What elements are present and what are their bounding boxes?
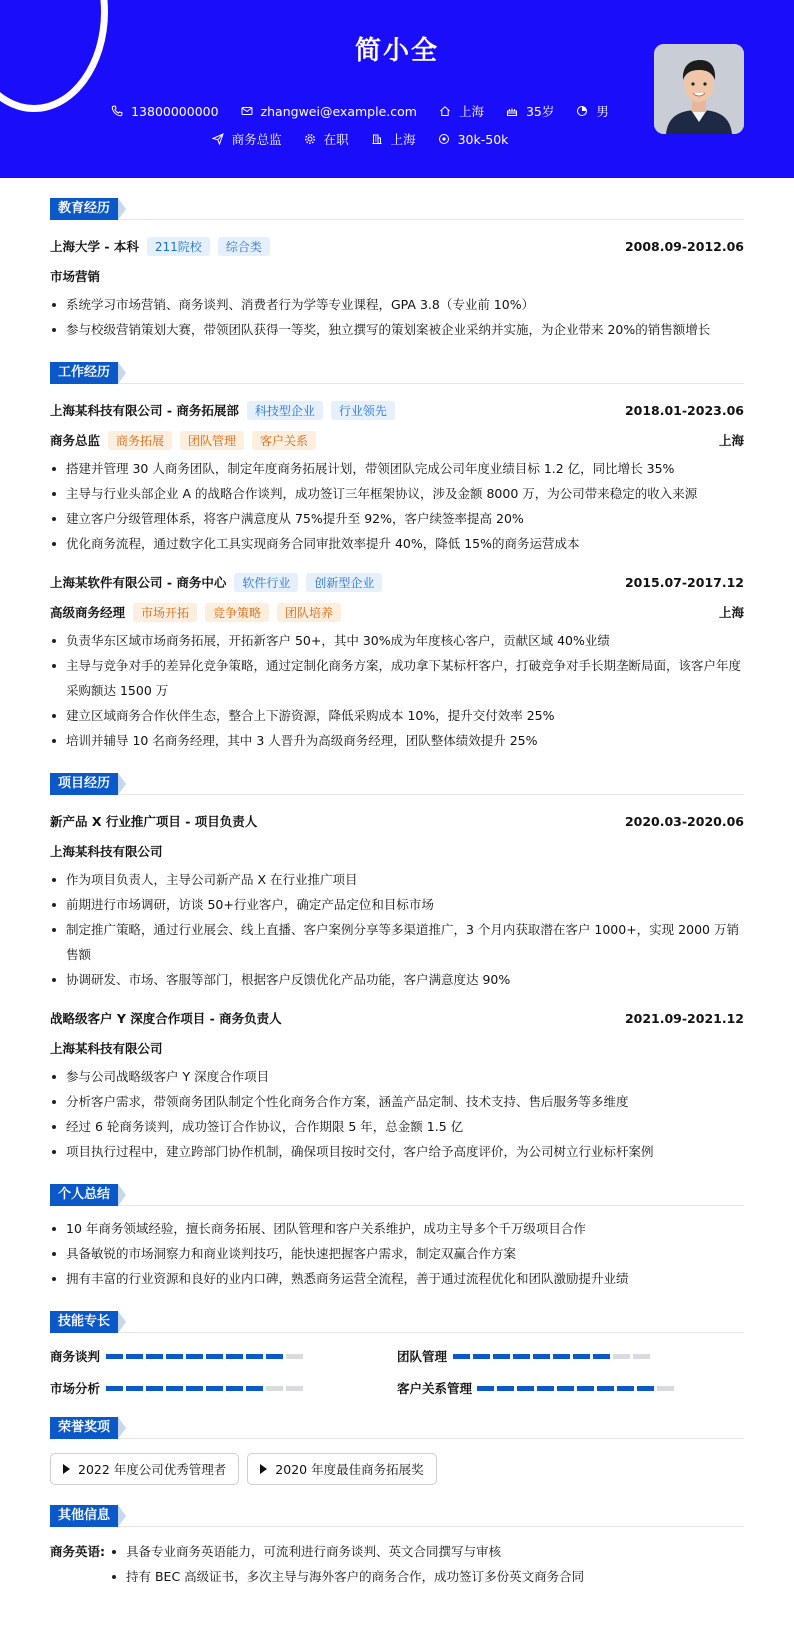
list-item: 建立客户分级管理体系，将客户满意度从 75%提升至 92%，客户续签率提高 20%	[50, 506, 744, 531]
section-title: 个人总结	[50, 1184, 118, 1206]
skill-level-segment-filled	[537, 1386, 554, 1391]
skill-tag: 客户关系	[252, 431, 316, 450]
company-tag: 科技型企业	[247, 401, 323, 420]
other-bullets	[110, 1539, 584, 1589]
skill-level-segment-filled	[246, 1386, 263, 1391]
skill-level-segment-filled	[146, 1354, 163, 1359]
skill-level-segment-filled	[593, 1354, 610, 1359]
skill-item	[50, 1379, 397, 1397]
skill-level-segment-filled	[206, 1386, 223, 1391]
section-header	[50, 1417, 744, 1439]
send-icon	[212, 133, 224, 145]
project-entry	[50, 811, 744, 992]
skill-name: 市场分析	[50, 1381, 101, 1396]
list-item: 参与校级营销策划大赛，带领团队获得一等奖，独立撰写的策划案被企业采纳并实施，为企业带来 20%的销售额增长	[50, 317, 744, 342]
gender-text: 男	[596, 104, 609, 119]
other-info	[50, 1539, 744, 1589]
skill-level-segment-filled	[186, 1386, 203, 1391]
email-text: zhangwei@example.com	[260, 103, 417, 119]
profile-photo	[654, 44, 744, 134]
salary-info	[438, 130, 509, 148]
target-city-text: 上海	[390, 132, 416, 147]
phone-info	[111, 102, 218, 120]
skill-level-segment-filled	[166, 1386, 183, 1391]
work-bullets	[50, 628, 744, 753]
skill-level-bar	[106, 1354, 303, 1359]
list-item: 优化商务流程，通过数字化工具实现商务合同审批效率提升 40%，降低 15%的商务运营成本	[50, 531, 744, 556]
project-company: 上海某科技有限公司	[50, 1041, 163, 1056]
skill-level-segment-filled	[206, 1354, 223, 1359]
section-title: 其他信息	[50, 1505, 118, 1527]
work-location: 上海	[718, 433, 744, 448]
salary-text: 30k-50k	[457, 131, 509, 147]
skill-level-segment-filled	[106, 1386, 123, 1391]
list-item: 10 年商务领域经验，擅长商务拓展、团队管理和客户关系维护，成功主导多个千万级项目合作	[50, 1216, 744, 1241]
skill-level-segment-filled	[497, 1386, 514, 1391]
section-header	[50, 1184, 744, 1206]
project-company: 上海某科技有限公司	[50, 844, 163, 859]
skill-level-segment-empty	[286, 1354, 303, 1359]
company-tag: 创新型企业	[306, 573, 382, 592]
work-date: 2018.01-2023.06	[624, 402, 744, 418]
skill-level-segment-filled	[106, 1354, 123, 1359]
city-info	[439, 102, 484, 120]
major-name: 市场营销	[50, 269, 101, 284]
work-entry	[50, 400, 744, 556]
list-item: 搭建并管理 30 人商务团队，制定年度商务拓展计划，带领团队完成公司年度业绩目标 1.2 亿，同比增长 35%	[50, 456, 744, 481]
position-info	[212, 130, 282, 148]
skill-level-segment-filled	[453, 1354, 470, 1359]
job-role: 高级商务经理	[50, 605, 126, 620]
section-title: 工作经历	[50, 362, 118, 384]
school-tag: 211院校	[147, 237, 210, 256]
list-item: 持有 BEC 高级证书，多次主导与海外客户的商务合作，成功签订多份英文商务合同	[110, 1564, 584, 1589]
skill-level-segment-filled	[146, 1386, 163, 1391]
skills-section	[50, 1311, 744, 1397]
award-text: 2022 年度公司优秀管理者	[78, 1462, 227, 1477]
skill-level-segment-filled	[126, 1354, 143, 1359]
education-bullets	[50, 292, 744, 342]
list-item: 项目执行过程中，建立跨部门协作机制，确保项目按时交付，客户给予高度评价，为公司树立行业标杆案例	[50, 1139, 744, 1164]
gender-info	[576, 102, 609, 120]
skill-tag: 竞争策略	[205, 603, 269, 622]
coin-icon	[438, 133, 450, 145]
award-item	[247, 1453, 436, 1485]
target-city-info	[371, 130, 416, 148]
skill-name: 团队管理	[397, 1349, 448, 1364]
project-date: 2021.09-2021.12	[624, 1010, 744, 1026]
list-item: 具备敏锐的市场洞察力和商业谈判技巧，能快速把握客户需求，制定双赢合作方案	[50, 1241, 744, 1266]
work-bullets	[50, 456, 744, 556]
skill-item	[397, 1379, 744, 1397]
education-section	[50, 198, 744, 342]
skill-level-bar	[453, 1354, 650, 1359]
other-section	[50, 1505, 744, 1589]
list-item: 负责华东区域市场商务拓展，开拓新客户 50+，其中 30%成为年度核心客户，贡献区域 40%业绩	[50, 628, 744, 653]
candidate-name: 简小全	[354, 36, 439, 66]
company-name: 上海某科技有限公司 - 商务拓展部	[50, 403, 239, 418]
skill-level-segment-empty	[633, 1354, 650, 1359]
cake-icon	[506, 105, 518, 117]
avatar-illustration	[654, 44, 744, 134]
skill-tag: 市场开拓	[133, 603, 197, 622]
skill-item	[50, 1347, 397, 1365]
building-icon	[371, 133, 383, 145]
list-item: 拥有丰富的行业资源和良好的业内口碑，熟悉商务运营全流程，善于通过流程优化和团队激励提升业绩	[50, 1266, 744, 1291]
list-item: 制定推广策略，通过行业展会、线上直播、客户案例分享等多渠道推广，3 个月内获取潜在客户 1000+，实现 2000 万销售额	[50, 917, 744, 967]
list-item: 分析客户需求，带领商务团队制定个性化商务合作方案，涵盖产品定制、技术支持、售后服务等多维度	[50, 1089, 744, 1114]
section-header	[50, 773, 744, 795]
skill-tag: 团队培养	[277, 603, 341, 622]
project-entry	[50, 1008, 744, 1164]
list-item: 前期进行市场调研，访谈 50+行业客户，确定产品定位和目标市场	[50, 892, 744, 917]
other-label: 商务英语:	[50, 1544, 105, 1559]
list-item: 经过 6 轮商务谈判，成功签订合作协议，合作期限 5 年，总金额 1.5 亿	[50, 1114, 744, 1139]
skill-level-segment-filled	[186, 1354, 203, 1359]
work-section	[50, 362, 744, 753]
projects-section	[50, 773, 744, 1164]
education-date: 2008.09-2012.06	[624, 238, 744, 254]
company-tag: 软件行业	[234, 573, 298, 592]
list-item: 协调研发、市场、客服等部门，根据客户反馈优化产品功能，客户满意度达 90%	[50, 967, 744, 992]
job-intent-row	[0, 130, 720, 148]
mail-icon	[241, 105, 253, 117]
skill-tag: 团队管理	[180, 431, 244, 450]
section-title: 项目经历	[50, 773, 118, 795]
resume-header	[0, 0, 794, 178]
email-info	[241, 102, 417, 120]
list-item: 作为项目负责人，主导公司新产品 X 在行业推广项目	[50, 867, 744, 892]
city-text: 上海	[458, 104, 484, 119]
contact-row	[0, 102, 720, 120]
section-header	[50, 362, 744, 384]
skill-level-segment-empty	[657, 1386, 674, 1391]
section-header	[50, 1505, 744, 1527]
skill-tag: 商务拓展	[108, 431, 172, 450]
phone-text: 13800000000	[131, 103, 219, 119]
list-item: 系统学习市场营销、商务谈判、消费者行为学等专业课程，GPA 3.8（专业前 10%）	[50, 292, 744, 317]
project-name: 战略级客户 Y 深度合作项目 - 商务负责人	[50, 1011, 282, 1026]
skill-level-segment-filled	[617, 1386, 634, 1391]
skill-level-bar	[477, 1386, 674, 1391]
skill-item	[397, 1347, 744, 1365]
work-entry	[50, 572, 744, 753]
section-header	[50, 198, 744, 220]
skill-name: 客户关系管理	[397, 1381, 473, 1396]
work-date: 2015.07-2017.12	[624, 574, 744, 590]
phone-icon	[111, 105, 123, 117]
status-info	[304, 130, 349, 148]
skill-level-segment-filled	[553, 1354, 570, 1359]
position-text: 商务总监	[231, 132, 282, 147]
skill-level-segment-filled	[597, 1386, 614, 1391]
skill-level-segment-filled	[517, 1386, 534, 1391]
list-item: 培训并辅导 10 名商务经理，其中 3 人晋升为高级商务经理，团队整体绩效提升 25%	[50, 728, 744, 753]
skill-level-segment-filled	[493, 1354, 510, 1359]
section-title: 教育经历	[50, 198, 118, 220]
skill-level-segment-filled	[477, 1386, 494, 1391]
summary-bullets	[50, 1216, 744, 1291]
project-date: 2020.03-2020.06	[624, 813, 744, 829]
list-item: 参与公司战略级客户 Y 深度合作项目	[50, 1064, 744, 1089]
work-location: 上海	[718, 605, 744, 620]
awards-section	[50, 1417, 744, 1485]
company-tag: 行业领先	[331, 401, 395, 420]
project-bullets	[50, 867, 744, 992]
skill-level-segment-filled	[226, 1354, 243, 1359]
skill-level-segment-filled	[473, 1354, 490, 1359]
skill-level-segment-filled	[226, 1386, 243, 1391]
skill-name: 商务谈判	[50, 1349, 101, 1364]
triangle-icon	[260, 1464, 267, 1474]
list-item: 主导与竞争对手的差异化竞争策略，通过定制化商务方案，成功拿下某标杆客户，打破竞争对手长期垄断局面，该客户年度采购额达 1500 万	[50, 653, 744, 703]
status-text: 在职	[323, 132, 349, 147]
school-tag: 综合类	[218, 237, 270, 256]
skill-level-segment-filled	[577, 1386, 594, 1391]
skill-level-bar	[106, 1386, 303, 1391]
skill-level-segment-filled	[266, 1354, 283, 1359]
skill-level-segment-empty	[613, 1354, 630, 1359]
skill-level-segment-empty	[286, 1386, 303, 1391]
section-header	[50, 1311, 744, 1333]
skill-level-segment-filled	[637, 1386, 654, 1391]
list-item: 主导与行业头部企业 A 的战略合作谈判，成功签订三年框架协议，涉及金额 8000 万，为公司带来稳定的收入来源	[50, 481, 744, 506]
list-item: 建立区域商务合作伙伴生态，整合上下游资源，降低采购成本 10%，提升交付效率 25%	[50, 703, 744, 728]
company-name: 上海某软件有限公司 - 商务中心	[50, 575, 227, 590]
home-icon	[439, 105, 451, 117]
education-entry	[50, 236, 744, 342]
skill-level-segment-filled	[533, 1354, 550, 1359]
skill-level-segment-filled	[573, 1354, 590, 1359]
skill-level-segment-filled	[166, 1354, 183, 1359]
award-item	[50, 1453, 239, 1485]
skill-level-segment-empty	[266, 1386, 283, 1391]
triangle-icon	[63, 1464, 70, 1474]
skill-level-segment-filled	[557, 1386, 574, 1391]
award-text: 2020 年度最佳商务拓展奖	[275, 1462, 424, 1477]
list-item: 具备专业商务英语能力，可流利进行商务谈判、英文合同撰写与审核	[110, 1539, 584, 1564]
job-role: 商务总监	[50, 433, 101, 448]
section-title: 荣誉奖项	[50, 1417, 118, 1439]
awards-list	[50, 1453, 744, 1485]
skill-level-segment-filled	[126, 1386, 143, 1391]
gender-icon	[576, 105, 588, 117]
age-text: 35岁	[525, 104, 555, 119]
section-title: 技能专长	[50, 1311, 118, 1333]
age-info	[506, 102, 554, 120]
project-name: 新产品 X 行业推广项目 - 项目负责人	[50, 814, 258, 829]
school-name: 上海大学 - 本科	[50, 239, 139, 254]
gear-icon	[304, 133, 316, 145]
summary-section	[50, 1184, 744, 1291]
skill-level-segment-filled	[513, 1354, 530, 1359]
skill-level-segment-filled	[246, 1354, 263, 1359]
skills-grid	[50, 1347, 744, 1397]
project-bullets	[50, 1064, 744, 1164]
